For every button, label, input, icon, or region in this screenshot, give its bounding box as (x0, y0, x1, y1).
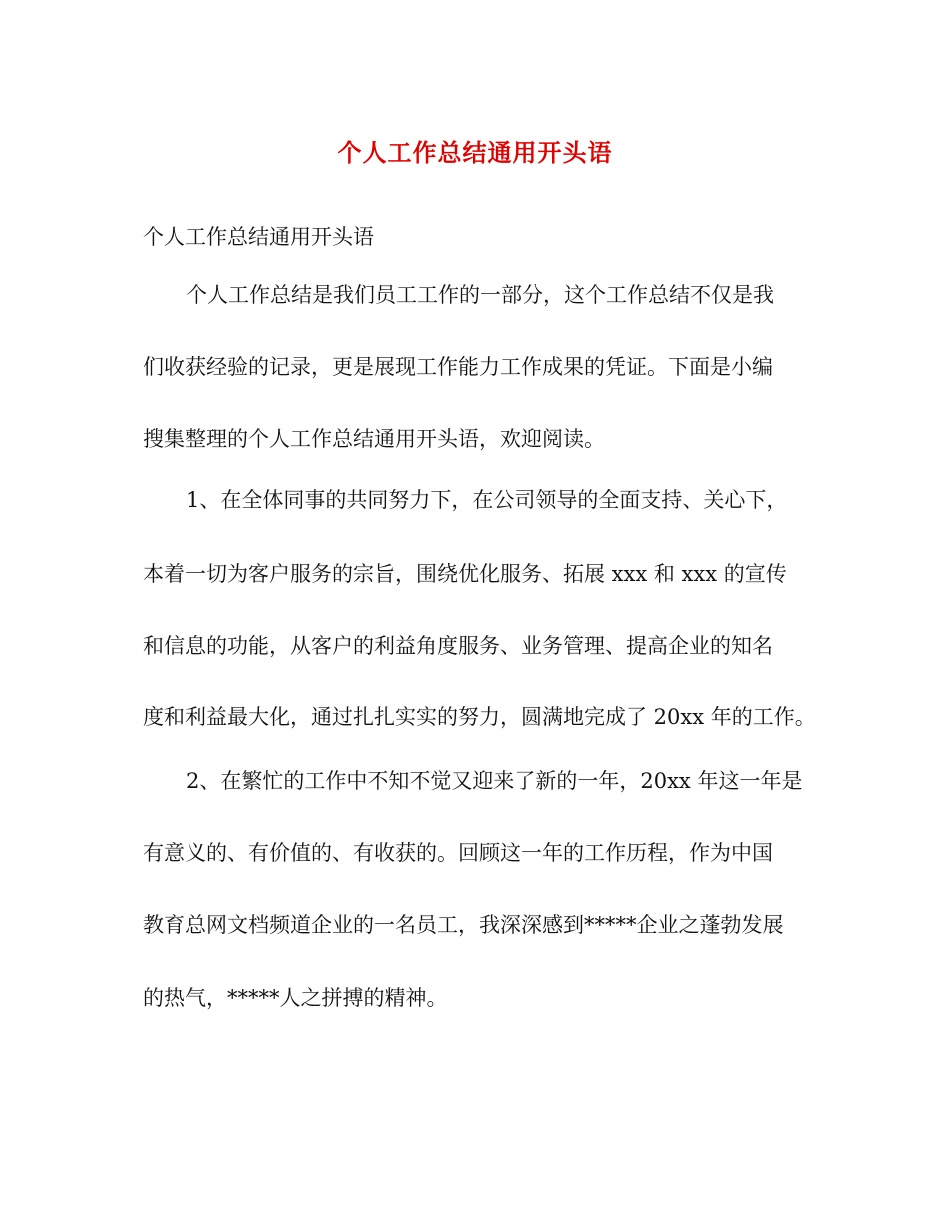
paragraph-3-line-4: 的热气，*****人之拼搏的精神。 (143, 986, 448, 1010)
paragraph-2-line-3: 和信息的功能，从客户的利益角度服务、业务管理、提高企业的知名 (143, 634, 773, 658)
paragraph-3-line-2: 有意义的、有价值的、有收获的。回顾这一年的工作历程，作为中国 (143, 841, 773, 865)
paragraph-3-line-3: 教育总网文档频道企业的一名员工，我深深感到*****企业之蓬勃发展 (143, 913, 784, 937)
document-subtitle: 个人工作总结通用开头语 (143, 225, 374, 249)
paragraph-2-line-1: 1、在全体同事的共同努力下，在公司领导的全面支持、关心下， (186, 488, 788, 512)
paragraph-2-line-4: 度和利益最大化，通过扎扎实实的努力，圆满地完成了 20xx 年的工作。 (143, 705, 816, 729)
paragraph-1-line-1: 个人工作总结是我们员工工作的一部分，这个工作总结不仅是我 (186, 283, 774, 307)
paragraph-1-line-3: 搜集整理的个人工作总结通用开头语，欢迎阅读。 (143, 427, 605, 451)
document-title: 个人工作总结通用开头语 (337, 139, 613, 167)
paragraph-2-line-2: 本着一切为客户服务的宗旨，围绕优化服务、拓展 xxx 和 xxx 的宣传 (143, 562, 787, 586)
paragraph-1-line-2: 们收获经验的记录，更是展现工作能力工作成果的凭证。下面是小编 (143, 355, 773, 379)
paragraph-3-line-1: 2、在繁忙的工作中不知不觉又迎来了新的一年，20xx 年这一年是 (186, 769, 803, 793)
